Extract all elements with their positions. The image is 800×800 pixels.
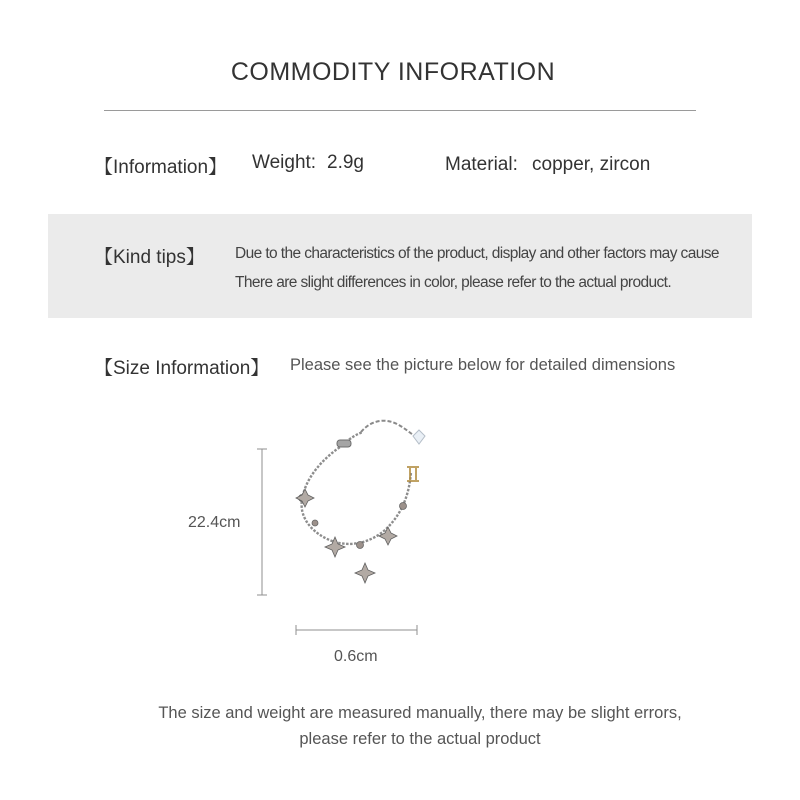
height-dimension-line — [256, 448, 268, 598]
footer-note-line-1: The size and weight are measured manually, there may be slight errors, — [158, 704, 682, 722]
bracelet-image — [285, 410, 445, 590]
material-value: copper, zircon — [532, 154, 651, 175]
width-dimension-line — [295, 624, 419, 636]
title-divider — [104, 110, 696, 111]
footer-note-line-2: please refer to the actual product — [299, 730, 541, 748]
weight-value: 2.9g — [327, 152, 364, 173]
material-label: Material: — [445, 154, 518, 175]
kind-tips-label: 【Kind tips】 — [94, 247, 205, 268]
height-dimension-label: 22.4cm — [188, 514, 241, 531]
information-label: 【Information】 — [94, 157, 228, 178]
kind-tips-line-2: There are slight differences in color, please refer to the actual product. — [235, 274, 672, 291]
weight-label: Weight: — [252, 152, 317, 173]
kind-tips-line-1: Due to the characteristics of the product, display and other factors may cause — [235, 245, 719, 262]
size-info-note: Please see the picture below for detailed dimensions — [290, 356, 676, 374]
size-info-label: 【Size Information】 — [94, 358, 270, 379]
page-title: COMMODITY INFORATION — [230, 58, 556, 86]
width-dimension-label: 0.6cm — [334, 648, 378, 665]
